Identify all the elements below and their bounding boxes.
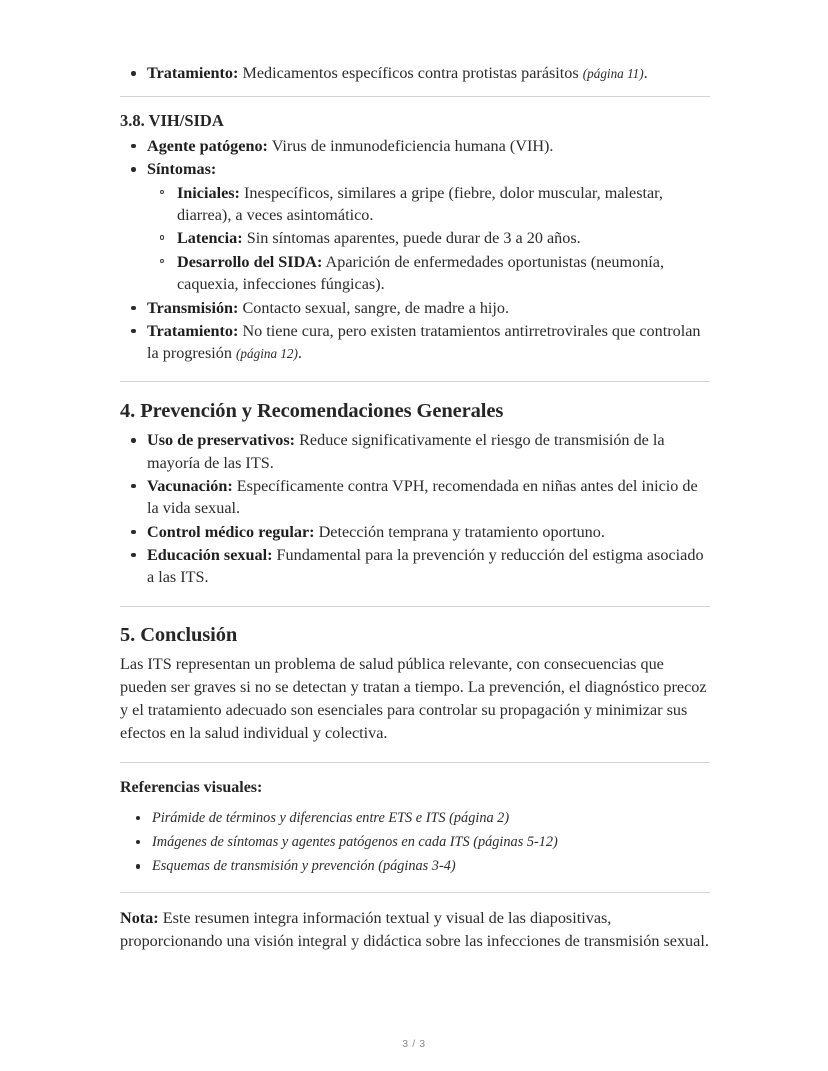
section-divider bbox=[120, 762, 710, 763]
bullet-text: No tiene cura, pero existen tratamientos antirretrovirales que controlan la progresión bbox=[147, 321, 701, 363]
note-label: Nota: bbox=[120, 909, 159, 928]
section-heading-4: 4. Prevención y Recomendaciones Generales bbox=[120, 399, 504, 422]
bullet-text: Reduce significativamente el riesgo de transmisión de la mayoría de las ITS. bbox=[147, 431, 665, 472]
references-list bbox=[120, 808, 710, 876]
list-item bbox=[120, 429, 710, 474]
subbullet-text: Sin síntomas aparentes, puede durar de 3 a 20 años. bbox=[246, 229, 581, 248]
section-divider bbox=[120, 892, 710, 893]
bullet-label: Educación sexual: bbox=[147, 545, 273, 564]
list-item bbox=[147, 182, 710, 227]
list-item bbox=[147, 227, 710, 249]
bullet-text: Fundamental para la prevención y reducción del estigma asociado a las ITS. bbox=[147, 545, 704, 587]
bullet-label: Vacunación: bbox=[147, 476, 233, 495]
list-item bbox=[120, 62, 710, 84]
subbullet-text: Aparición de enfermedades oportunistas (neumonía, caquexia, infecciones fúngicas). bbox=[177, 252, 665, 294]
list-item bbox=[120, 475, 710, 520]
list-item: Imágenes de síntomas y agentes patógenos en cada ITS (páginas 5-12) bbox=[120, 832, 710, 852]
page-content bbox=[120, 62, 710, 953]
section-divider bbox=[120, 96, 710, 97]
bullet-text: Virus de inmunodeficiencia humana (VIH). bbox=[271, 136, 554, 155]
conclusion-paragraph: Las ITS representan un problema de salud pública relevante, con consecuencias que pueden ser graves si no se detectan y tratan a tiempo. La prevención, el diagnóstico precoz y el tratamiento adecuado son esenciales para controlar su propagación y minimizar sus efectos en la salud individual y colectiva. bbox=[120, 655, 707, 743]
list-item bbox=[147, 251, 710, 296]
section-divider bbox=[120, 381, 710, 382]
section-4-list bbox=[120, 429, 710, 589]
references-heading: Referencias visuales: bbox=[120, 779, 263, 797]
bullet-label: Tratamiento: bbox=[147, 64, 239, 82]
page-footer bbox=[0, 1038, 828, 1050]
bullet-text: Específicamente contra VPH, recomendada en niñas antes del inicio de la vida sexual. bbox=[147, 476, 698, 518]
bullet-text: Medicamentos específicos contra protistas parásitos bbox=[242, 64, 579, 82]
section-divider bbox=[120, 606, 710, 607]
subbullet-label: Iniciales: bbox=[177, 183, 240, 202]
continuation-list bbox=[120, 62, 710, 84]
bullet-text: Contacto sexual, sangre, de madre a hijo. bbox=[242, 298, 510, 317]
subsection-heading-3-8: 3.8. VIH/SIDA bbox=[120, 111, 224, 131]
bullet-label: Síntomas: bbox=[147, 160, 217, 179]
list-item bbox=[120, 135, 710, 157]
note-paragraph bbox=[120, 907, 710, 953]
list-item bbox=[120, 158, 710, 295]
note-text: Este resumen integra información textual y visual de las diapositivas, proporcionando una visión integral y didáctica sobre las infecciones de transmisión sexual. bbox=[120, 909, 709, 951]
list-item bbox=[120, 544, 710, 589]
list-item bbox=[120, 320, 710, 365]
bullet-text: Detección temprana y tratamiento oportuno. bbox=[318, 522, 605, 541]
page-reference: (página 11) bbox=[582, 66, 644, 81]
list-item bbox=[120, 521, 710, 543]
bullet-trailing: . bbox=[297, 344, 302, 363]
bullet-label: Uso de preservativos: bbox=[147, 431, 296, 450]
section-heading-5: 5. Conclusión bbox=[120, 623, 238, 646]
list-item bbox=[120, 297, 710, 319]
symptoms-sublist bbox=[147, 182, 710, 296]
bullet-label: Control médico regular: bbox=[147, 522, 315, 541]
subbullet-text: Inespecíficos, similares a gripe (fiebre, dolor muscular, malestar, diarrea), a veces asintomático. bbox=[177, 183, 663, 225]
bullet-label: Transmisión: bbox=[147, 298, 239, 317]
subsection-3-8-list bbox=[120, 135, 710, 365]
bullet-trailing: . bbox=[643, 64, 648, 82]
page-reference: (página 12) bbox=[236, 346, 298, 362]
bullet-label: Tratamiento: bbox=[147, 321, 239, 340]
subbullet-label: Desarrollo del SIDA: bbox=[177, 252, 323, 271]
page-indicator: 3 / 3 bbox=[402, 1038, 426, 1050]
bullet-label: Agente patógeno: bbox=[147, 136, 268, 155]
list-item: Esquemas de transmisión y prevención (páginas 3-4) bbox=[120, 856, 710, 876]
subbullet-label: Latencia: bbox=[177, 229, 243, 248]
list-item: Pirámide de términos y diferencias entre ETS e ITS (página 2) bbox=[120, 808, 710, 828]
